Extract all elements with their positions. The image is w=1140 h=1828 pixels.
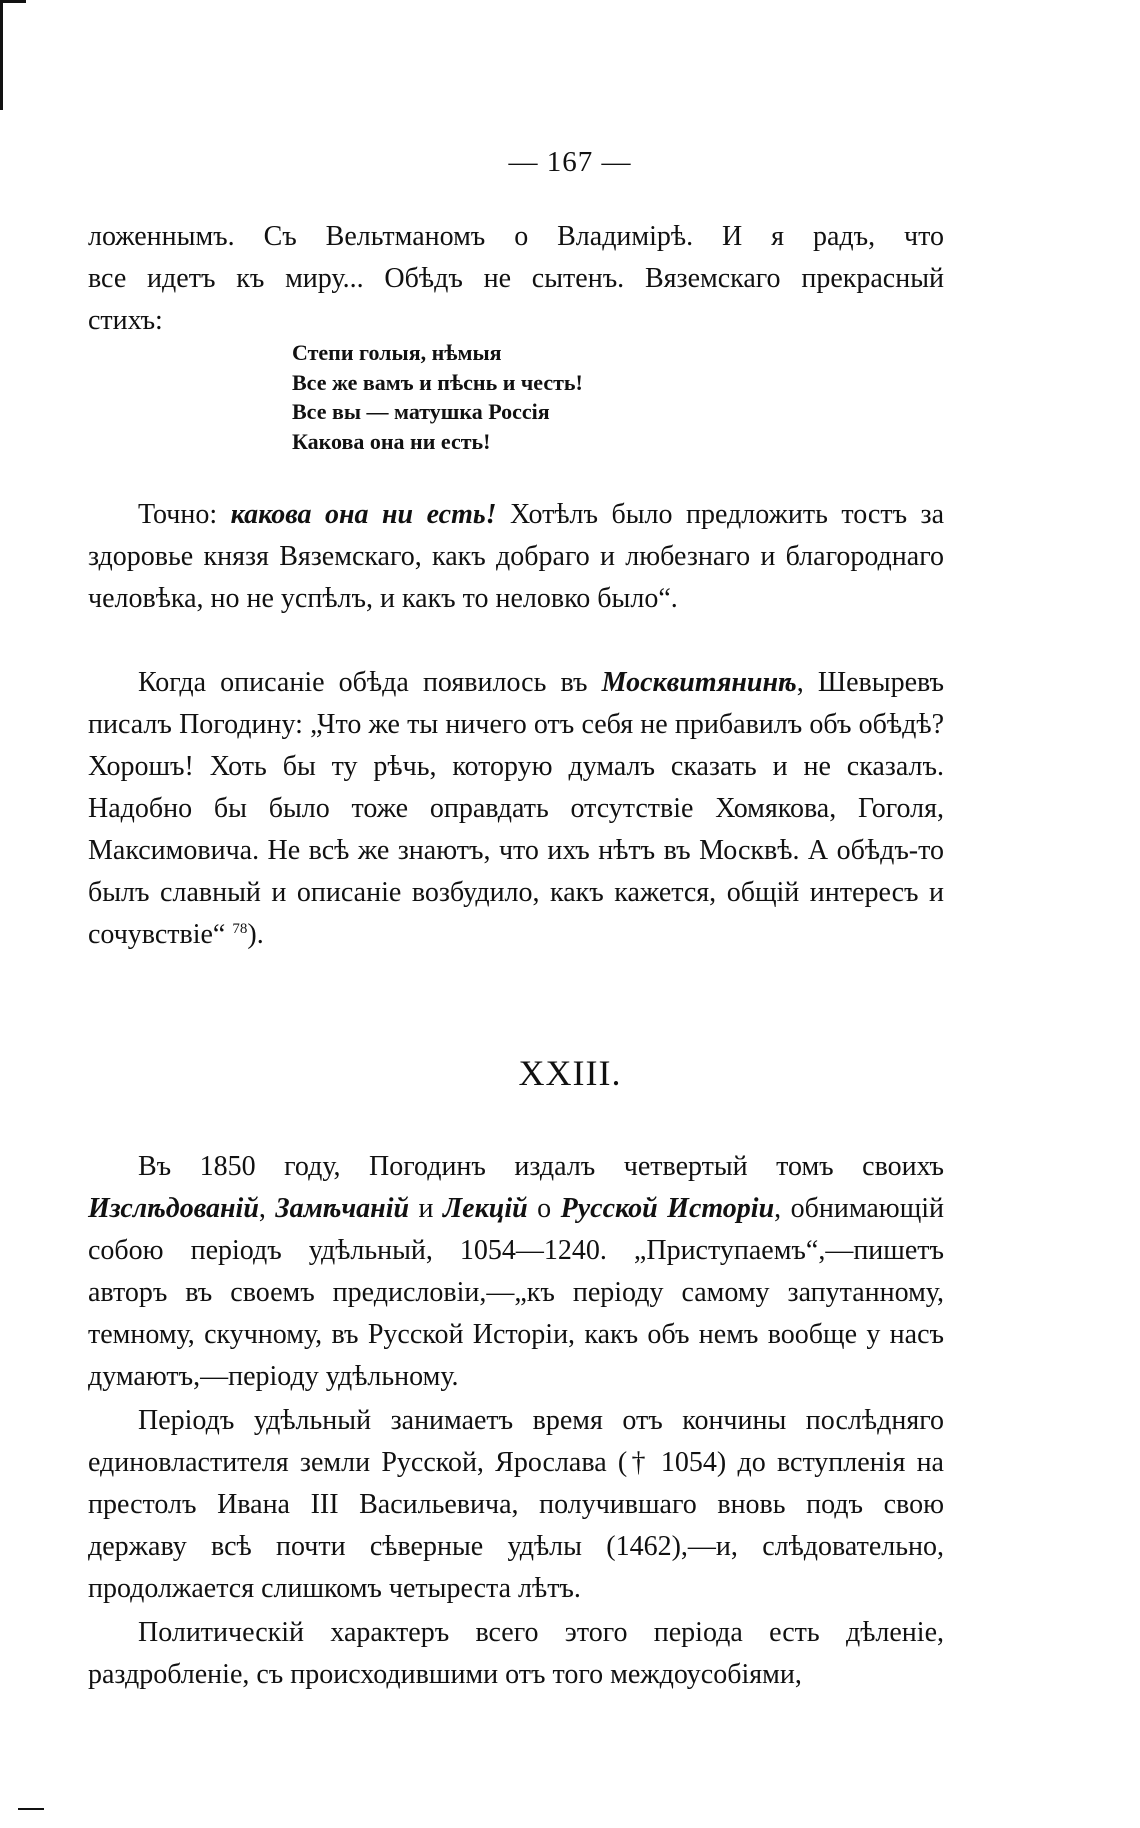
journal-title: Москвитянинѣ: [601, 667, 797, 698]
poem-line: Все вы — матушка Россія: [292, 399, 550, 424]
text-line: стихъ:: [88, 305, 163, 336]
paragraph-shevyrev: [88, 662, 944, 956]
paragraph-political: [88, 1612, 944, 1696]
text-span: Въ 1850 году, Погодинъ издалъ четвертый томъ своихъ: [138, 1151, 944, 1182]
work-title: Русской Исторіи: [560, 1193, 775, 1224]
text-span: Хотѣлъ было предложить тостъ за здоровье князя Вяземскаго, какъ добраго и любезнаго и благороднаго человѣка, но не успѣлъ, и какъ то неловко было“.: [88, 499, 945, 614]
paragraph-continuation: [88, 216, 944, 342]
text-span: ).: [247, 919, 264, 950]
text-span: , обнимающій собою періодъ удѣльный, 1054—1240. „Приступаемъ“,—пишетъ авторъ въ своемъ предисловіи,—„къ періоду самому запутанному, темному, скучному, въ Русской Исторіи, какъ объ немъ вообще у насъ думаютъ,—періоду удѣльному.: [88, 1193, 945, 1392]
paragraph-text: Періодъ удѣльный занимаетъ время отъ кончины послѣдняго единовластителя земли Русской, Ярослава († 1054) до вступленія на престолъ Ивана III Васильевича, получившаго вновь подъ свою державу всѣ почти сѣверные удѣлы (1462),—и, слѣдовательно, продолжается слишкомъ четыреста лѣтъ.: [88, 1405, 944, 1604]
page-number: — 167 —: [508, 146, 632, 178]
scan-edge-mark-left: [0, 0, 3, 110]
text-line: все идетъ къ миру... Обѣдъ не сытенъ. Вяземскаго прекрасный: [88, 263, 944, 294]
work-title: Замѣчаній: [275, 1193, 410, 1224]
italic-quote: какова она ни есть!: [230, 499, 497, 530]
scan-edge-mark-bottom: [18, 1808, 44, 1810]
text-span: Точно:: [138, 499, 231, 530]
scan-edge-mark-top: [0, 0, 26, 3]
text-line: ложеннымъ. Съ Вельтманомъ о Владимірѣ. И я радъ, что: [88, 221, 944, 252]
paragraph-pogodin: Въ 1850 году, Погодинъ издалъ четвертый томъ своихъ Изслѣдованій, Замѣчаній и Лекцій о Русской Исторіи, обнимающій собою періодъ удѣльный, 1054—1240. „Приступаемъ“,—пишетъ авторъ въ своемъ предисловіи,—„къ періоду самому запутанному, темному, скучному, въ Русской Исторіи, какъ объ немъ вообще у насъ думаютъ,—періоду удѣльному.: [88, 1151, 945, 1392]
footnote-ref: 78: [232, 921, 248, 937]
work-title: Лекцій: [442, 1193, 528, 1224]
text-span: , Шевыревъ писалъ Погодину: „Что же ты ничего отъ себя не прибавилъ объ обѣдѣ? Хорошъ! Хоть бы ту рѣчь, которую думалъ сказать и не сказалъ. Надобно бы было тоже оправдать отсутствіе Хомякова, Гоголя, Максимовича. Не всѣ же знаютъ, что ихъ нѣтъ въ Москвѣ. А обѣдъ-то былъ славный и описаніе возбудило, какъ кажется, общій интересъ и сочувствіе“: [88, 667, 944, 950]
poem-line: Все же вамъ и пѣснь и честь!: [292, 369, 583, 395]
section-heading: XXIII.: [518, 1053, 622, 1093]
paragraph-toast: [88, 494, 944, 620]
paragraph-udelny: [88, 1400, 944, 1610]
poem-line: Степи голыя, нѣмыя: [292, 340, 502, 365]
text-span: Когда описаніе обѣда появилось въ: [138, 667, 602, 698]
work-title: Изслѣдованій: [88, 1193, 259, 1224]
poem-line: Какова она ни есть!: [292, 428, 491, 454]
paragraph-text: Политическій характеръ всего этого періода есть дѣленіе, раздробленіе, съ происходившими отъ того междоусобіями,: [88, 1617, 944, 1690]
poem-quote: [292, 338, 583, 456]
